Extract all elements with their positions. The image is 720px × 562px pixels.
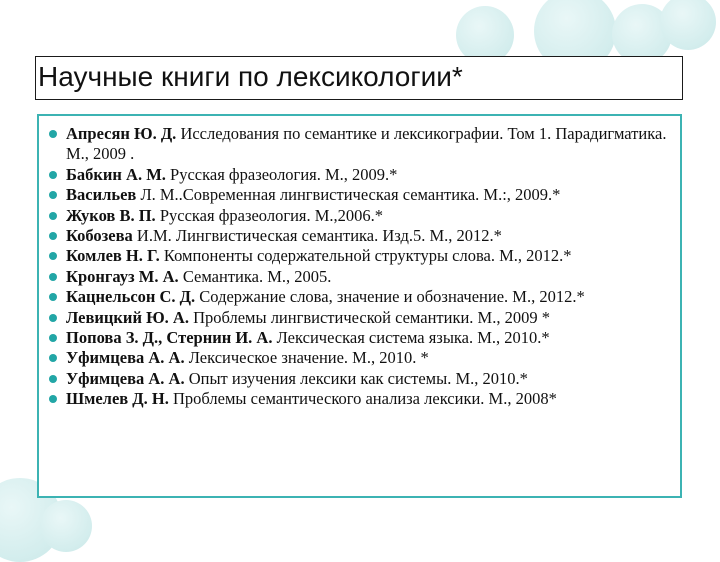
bullet-icon (49, 232, 57, 240)
list-item (49, 287, 677, 307)
list-item (49, 226, 677, 246)
bullet-icon (49, 191, 57, 199)
decorative-bubble (660, 0, 716, 50)
reference-details: Лексическая система языка. М., 2010.* (272, 328, 550, 348)
reference-author: Кацнельсон С. Д. (66, 287, 196, 307)
reference-list (49, 124, 677, 410)
list-item (49, 246, 677, 266)
reference-details: И.М. Лингвистическая семантика. Изд.5. М., 2012.* (132, 226, 502, 246)
reference-details: Компоненты содержательной структуры слова. М., 2012.* (159, 246, 572, 266)
list-item (49, 389, 677, 409)
bullet-icon (49, 354, 57, 362)
bullet-icon (49, 395, 57, 403)
list-item (49, 328, 677, 348)
list-item (49, 165, 677, 185)
bullet-icon (49, 252, 57, 260)
reference-details: Исследования по семантике и лексикографии. Том 1. Парадигматика. М., 2009 . (66, 124, 667, 164)
reference-details: Проблемы лингвистической семантики. М., 2009 * (188, 307, 550, 327)
bullet-icon (49, 375, 57, 383)
reference-details: Лексическое значение. М., 2010. * (184, 348, 429, 368)
reference-frame (37, 114, 682, 498)
reference-author: Апресян Ю. Д. (66, 124, 177, 143)
reference-author: Кронгауз М. А. (66, 266, 179, 286)
reference-details: Русская фразеология. М., 2009.* (165, 164, 398, 184)
bullet-icon (49, 273, 57, 281)
reference-author: Уфимцева А. А. (66, 348, 185, 368)
list-item (49, 308, 677, 328)
page-title: Научные книги по лексикологии* (38, 61, 463, 92)
reference-author: Левицкий Ю. А. (66, 307, 189, 327)
bullet-icon (49, 130, 57, 138)
reference-author: Бабкин А. М. (66, 164, 166, 184)
reference-author: Уфимцева А. А. (66, 368, 185, 388)
list-item (49, 124, 677, 165)
decorative-bubble (40, 500, 92, 552)
title-frame (35, 56, 683, 100)
reference-details: Л. М..Современная лингвистическая семантика. М.:, 2009.* (136, 185, 561, 205)
reference-author: Жуков В. П. (66, 205, 156, 225)
reference-details: Проблемы семантического анализа лексики. М., 2008* (168, 389, 557, 409)
reference-author: Попова З. Д., Стернин И. А. (66, 328, 273, 348)
reference-author: Шмелев Д. Н. (66, 389, 169, 409)
bullet-icon (49, 314, 57, 322)
reference-author: Комлев Н. Г. (66, 246, 160, 266)
reference-author: Васильев (66, 185, 137, 205)
list-item (49, 206, 677, 226)
list-item (49, 267, 677, 287)
reference-author: Кобозева (66, 226, 133, 246)
bullet-icon (49, 212, 57, 220)
list-item (49, 185, 677, 205)
reference-details: Содержание слова, значение и обозначение. М., 2012.* (195, 287, 585, 307)
bullet-icon (49, 334, 57, 342)
bullet-icon (49, 293, 57, 301)
reference-details: Опыт изучения лексики как системы. М., 2010.* (184, 368, 528, 388)
list-item (49, 348, 677, 368)
reference-details: Русская фразеология. М.,2006.* (155, 205, 384, 225)
bullet-icon (49, 171, 57, 179)
reference-details: Семантика. М., 2005. (178, 266, 332, 286)
list-item (49, 369, 677, 389)
